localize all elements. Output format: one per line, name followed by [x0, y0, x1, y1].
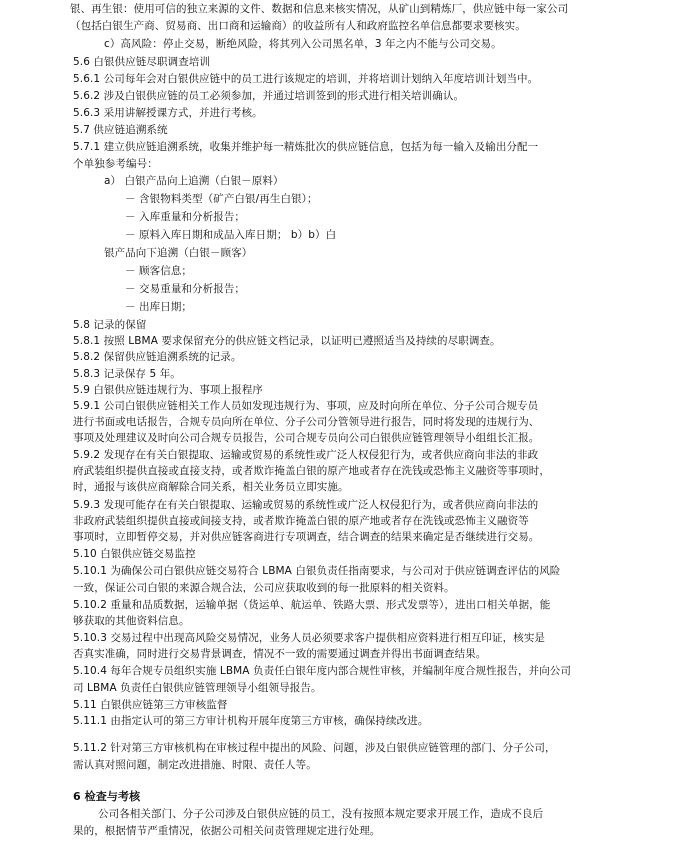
paragraph-line: 需认真对照问题，制定改进措施、时限、责任人等。: [73, 759, 317, 771]
paragraph-line: 司 LBMA 负责任白银供应链管理领导小组领导报告。: [73, 682, 322, 694]
section-heading-5-10: 5.10 白银供应链交易监控: [73, 548, 196, 560]
list-heading: a） 白银产品向上追溯（白银－原料）: [104, 175, 284, 187]
list-item: － 顾客信息；: [125, 265, 193, 277]
paragraph-line: 5.10.4 每年合规专员组织实施 LBMA 负责任白银年度内部合规性审核，并编制年度合规性报告，并向公司: [73, 665, 572, 677]
paragraph-line: 5.8.1 按照 LBMA 要求保留充分的供应链文档记录，以证明已遵照适当及持续的尽职调查。: [73, 335, 501, 347]
paragraph-line: 5.6.2 涉及白银供应链的员工必须参加，并通过培训签到的形式进行相关培训确认。: [73, 90, 465, 102]
section-heading-5-6: 5.6 白银供应链尽职调查培训: [73, 56, 211, 68]
paragraph-line: 5.8.2 保留供应链追溯系统的记录。: [73, 351, 242, 363]
paragraph-line: 5.9.2 发现存在有关白银提取、运输或贸易的系统性或广泛人权侵犯行为，或者供应商向非法的非政: [73, 449, 539, 461]
paragraph-line: 进行书面或电话报告，合规专员向所在单位、分子公司分管领导进行报告，同时将发现的违规行为、: [73, 416, 540, 428]
list-item: － 原料入库日期和成品入库日期； b）b）白: [125, 229, 337, 241]
paragraph-line: 5.7.1 建立供应链追溯系统，收集并维护每一精炼批次的供应链信息，包括为每一输入及输出分配一: [73, 141, 539, 153]
paragraph-line: 5.9.1 公司白银供应链相关工作人员如发现违规行为、事项，应及时向所在单位、分子公司合规专员: [73, 400, 539, 412]
paragraph-line: 果的，根据情节严重情况，依据公司相关问责管理规定进行处理。: [73, 825, 381, 837]
paragraph-line: 5.9.3 发现可能存在有关白银提取、运输或贸易的系统性或广泛人权侵犯行为，或者供应商向非法的: [73, 499, 539, 511]
paragraph-line: 5.10.1 为确保公司白银供应链交易符合 LBMA 白银负责任指南要求，与公司对于供应链调查评估的风险: [73, 565, 561, 577]
list-item: － 含银物料类型（矿产白银/再生白银）；: [125, 193, 318, 205]
paragraph-line: 5.11.1 由指定认可的第三方审计机构开展年度第三方审核，确保持续改进。: [73, 715, 429, 727]
section-heading-5-11: 5.11 白银供应链第三方审核监督: [73, 699, 228, 711]
paragraph-line: c）高风险：停止交易，断绝风险，将其列入公司黑名单，3 年之内不能与公司交易。: [104, 38, 502, 50]
paragraph-line: 银、再生银：使用可信的独立来源的文件、数据和信息来核实情况，从矿山到精炼厂，供应链中每一家公司: [70, 3, 569, 15]
paragraph-line: 5.8.3 记录保存 5 年。: [73, 368, 181, 380]
paragraph-line: 府武装组织提供直接或直接支持，或者欺诈掩盖白银的原产地或者存在洗钱或恐怖主义融资等事项时，: [73, 465, 550, 477]
paragraph-line: 5.6.1 公司每年会对白银供应链中的员工进行该规定的培训，并将培训计划纳入年度培训计划当中。: [73, 73, 539, 85]
paragraph-line: 5.6.3 采用讲解授课方式，并进行考核。: [73, 107, 263, 119]
section-heading-5-9: 5.9 白银供应链违规行为、事项上报程序: [73, 384, 264, 396]
paragraph-line: 一致，保证公司白银的来源合规合法，公司应获取收到的每一批原料的相关资料。: [73, 582, 455, 594]
chapter-heading-6: 6 检查与考核: [73, 790, 141, 803]
paragraph-line: 公司各相关部门、分子公司涉及白银供应链的员工，没有按照本规定要求开展工作，造成不良后: [98, 808, 544, 820]
list-item: － 入库重量和分析报告；: [125, 211, 246, 223]
paragraph-line: 够获取的其他资料信息。: [73, 615, 190, 627]
list-heading: 银产品向下追溯（白银－顾客）: [104, 247, 253, 259]
paragraph-line: 事项及处理建议及时向公司合规专员报告，公司合规专员向公司白银供应链管理领导小组组长汇报。: [73, 432, 540, 444]
paragraph-line: 个单独参考编号：: [73, 158, 158, 170]
paragraph-line: 否真实准确，同时进行交易背景调查，情况不一致的需要通过调查并得出书面调查结果。: [73, 648, 487, 660]
list-item: － 交易重量和分析报告；: [125, 283, 246, 295]
list-item: － 出库日期；: [125, 301, 193, 313]
section-heading-5-7: 5.7 供应链追溯系统: [73, 124, 168, 136]
paragraph-line: （包括白银生产商、贸易商、出口商和运输商）的收益所有人和政府监控名单信息都要求要核实。: [70, 20, 526, 32]
section-heading-5-8: 5.8 记录的保留: [73, 319, 147, 331]
paragraph-line: 5.11.2 针对第三方审核机构在审核过程中提出的风险、问题，涉及白银供应链管理的部门、分子公司，: [73, 742, 556, 754]
paragraph-line: 非政府武装组织提供直接或间接支持，或者欺诈掩盖白银的原产地或者存在洗钱或恐怖主义融资等: [73, 515, 529, 527]
paragraph-line: 5.10.3 交易过程中出现高风险交易情况，业务人员必须要求客户提供相应资料进行相互印证，核实是: [73, 632, 546, 644]
paragraph-line: 事项时，立即暂停交易，并对供应链客商进行专项调查，结合调查的结果来确定是否继续进行交易。: [73, 531, 540, 543]
paragraph-line: 时，通报与该供应商解除合同关系，相关业务员立即实施。: [73, 481, 349, 493]
paragraph-line: 5.10.2 重量和品质数据，运输单据（货运单、航运单、铁路大票、形式发票等），进出口相关单据，能: [73, 599, 551, 611]
